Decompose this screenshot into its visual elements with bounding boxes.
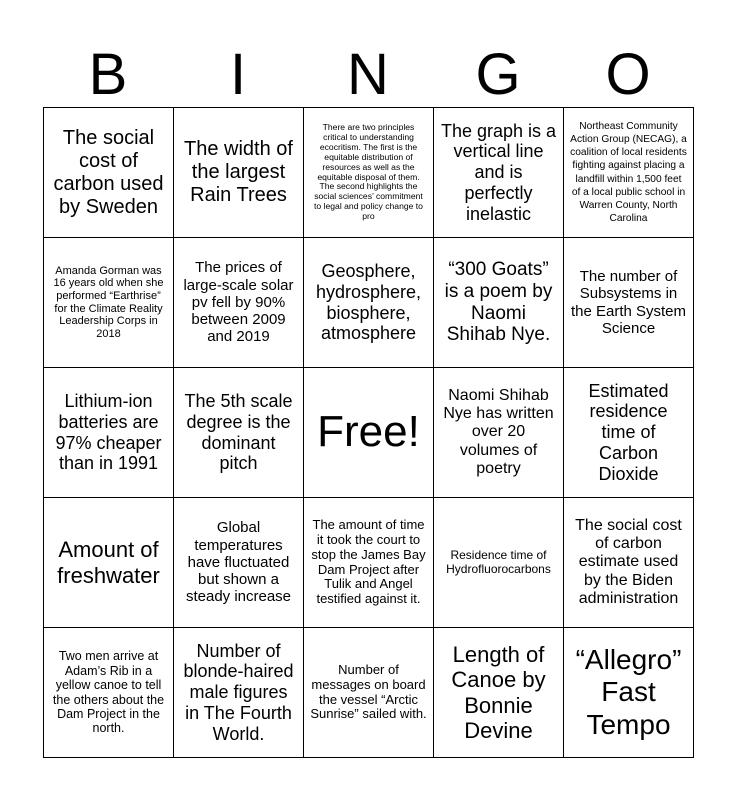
- bingo-cell-r5c3[interactable]: Number of messages on board the vessel “Arctic Sunrise” sailed with.: [304, 628, 434, 758]
- bingo-cell-r2c2[interactable]: The prices of large-scale solar pv fell by 90% between 2009 and 2019: [174, 238, 304, 368]
- bingo-row-2: [44, 238, 694, 368]
- bingo-cell-r5c5[interactable]: “Allegro” Fast Tempo: [564, 628, 694, 758]
- bingo-cell-r4c2[interactable]: Global temperatures have fluctuated but shown a steady increase: [174, 498, 304, 628]
- title-letter-i: I: [229, 42, 247, 107]
- bingo-cell-r3c2[interactable]: The 5th scale degree is the dominant pitch: [174, 368, 304, 498]
- bingo-row-4: [44, 498, 694, 628]
- bingo-cell-r4c3[interactable]: The amount of time it took the court to stop the James Bay Dam Project after Tulik and Angel testified against it.: [304, 498, 434, 628]
- bingo-cell-r1c2[interactable]: The width of the largest Rain Trees: [174, 108, 304, 238]
- free-space-cell[interactable]: Free!: [304, 368, 434, 498]
- bingo-card: [43, 107, 694, 758]
- bingo-cell-r4c1[interactable]: Amount of freshwater: [44, 498, 174, 628]
- bingo-cell-r3c1[interactable]: Lithium-ion batteries are 97% cheaper than in 1991: [44, 368, 174, 498]
- bingo-cell-r4c4[interactable]: Residence time of Hydrofluorocarbons: [434, 498, 564, 628]
- bingo-cell-r2c4[interactable]: “300 Goats” is a poem by Naomi Shihab Nye.: [434, 238, 564, 368]
- bingo-cell-r4c5[interactable]: The social cost of carbon estimate used by the Biden administration: [564, 498, 694, 628]
- bingo-cell-r1c3[interactable]: There are two principles critical to understanding ecocritism. The first is the equitable distribution of resources as well as the equitable disposal of them. The second highlights the social sciences’ commitment to legal and policy change to pro: [304, 108, 434, 238]
- bingo-cell-r3c4[interactable]: Naomi Shihab Nye has written over 20 volumes of poetry: [434, 368, 564, 498]
- bingo-cell-r2c3[interactable]: Geosphere, hydrosphere, biosphere, atmosphere: [304, 238, 434, 368]
- bingo-cell-r5c4[interactable]: Length of Canoe by Bonnie Devine: [434, 628, 564, 758]
- bingo-row-1: [44, 108, 694, 238]
- bingo-cell-r1c5[interactable]: Northeast Community Action Group (NECAG), a coalition of local residents fighting against placing a landfill within 1,500 feet of a local public school in Warren County, North Carolina: [564, 108, 694, 238]
- bingo-cell-r5c1[interactable]: Two men arrive at Adam’s Rib in a yellow canoe to tell the others about the Dam Project in the north.: [44, 628, 174, 758]
- bingo-cell-r1c4[interactable]: The graph is a vertical line and is perfectly inelastic: [434, 108, 564, 238]
- bingo-row-5: [44, 628, 694, 758]
- bingo-cell-r2c1[interactable]: Amanda Gorman was 16 years old when she performed “Earthrise” for the Climate Reality Leadership Corps in 2018: [44, 238, 174, 368]
- title-letter-n: N: [347, 42, 389, 107]
- title-letter-b: B: [88, 42, 128, 107]
- title-letter-g: G: [475, 42, 521, 107]
- bingo-cell-r5c2[interactable]: Number of blonde-haired male figures in The Fourth World.: [174, 628, 304, 758]
- bingo-cell-r1c1[interactable]: The social cost of carbon used by Sweden: [44, 108, 174, 238]
- title-letter-o: O: [605, 42, 651, 107]
- bingo-cell-r3c5[interactable]: Estimated residence time of Carbon Dioxide: [564, 368, 694, 498]
- bingo-row-3: [44, 368, 694, 498]
- bingo-cell-r2c5[interactable]: The number of Subsystems in the Earth System Science: [564, 238, 694, 368]
- bingo-title: [43, 42, 693, 108]
